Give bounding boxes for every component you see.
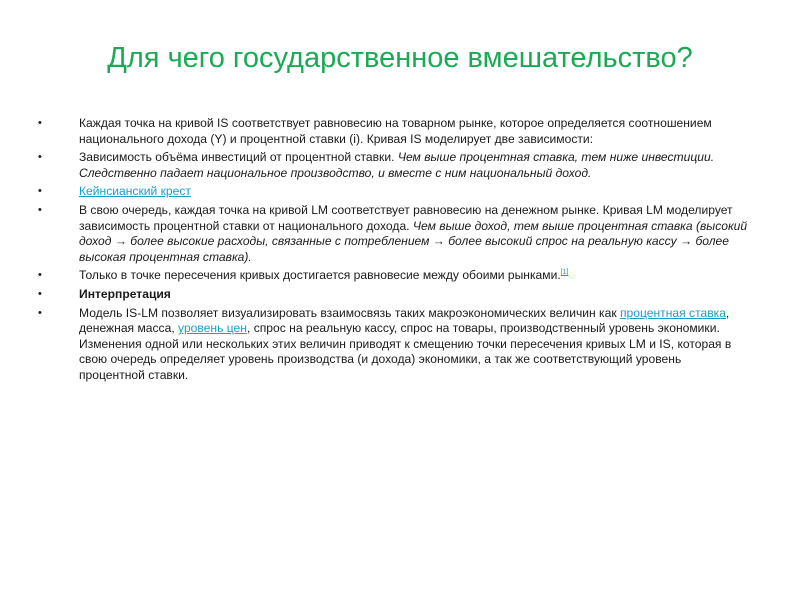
interest-rate-link[interactable]: процентная ставка [619,305,726,320]
bullet-investment-italic: Чем выше процентная ставка, тем ниже инвестиции. Следственно падает национальное производство, и вместе с ним национальный доход. [79,150,715,180]
bullet-equilibrium-text: Только в точке пересечения кривых достигается равновесие между обоими рынками. [79,268,561,283]
bullet-is-lm-part2: , денежная масса, [79,305,730,336]
bullet-is-lm-model [38,306,748,384]
bullet-is-curve-text: Каждая точка на кривой IS соответствует равновесию на товарном рынке, которое определяется соотношением национального дохода (Y) и процентной ставки (i). Кривая IS моделирует две зависимости: [79,116,712,146]
keynesian-cross-link[interactable]: Кейнсианский крест [79,184,191,199]
bullet-lm-curve-italic: Чем выше доход, тем выше процентная ставка (высокий доход → более высокие расходы, связанные с потреблением → более высокий спрос на реальную кассу → более высокая процентная ставка). [79,218,748,264]
slide-title: Для чего государственное вмешательство? [107,42,693,74]
bullet-keynesian-cross [38,184,748,200]
bullet-interpretation [38,287,748,303]
bullet-is-lm-part1: Модель IS-LM позволяет визуализировать взаимосвязь таких макроэкономических величин как [79,305,620,320]
bullet-lm-curve [38,203,748,265]
bullet-equilibrium [38,268,748,284]
interpretation-heading: Интерпретация [79,286,171,301]
bullet-investment [38,150,748,181]
bullet-is-lm-part3: , спрос на реальную кассу, спрос на товары, производственный уровень экономики. Изменения одной или нескольких этих величин приводят к смещению точки пересечения кривых LM и IS, которая в свою очередь определяет уровень производства (и дохода) экономики, а так же соответствующий уровень процентной ставки. [79,321,732,382]
bullet-is-curve [38,116,748,147]
footnote-ref-link[interactable]: [1] [560,269,569,277]
bullet-list [38,116,748,387]
bullet-lm-curve-text: В свою очередь, каждая точка на кривой LM соответствует равновесию на денежном рынке. Кривая LM моделирует зависимость процентной ставки от национального дохода. [79,202,733,233]
bullet-investment-text: Зависимость объёма инвестиций от процентной ставки. [79,150,398,165]
price-level-link[interactable]: уровень цен [178,321,247,336]
